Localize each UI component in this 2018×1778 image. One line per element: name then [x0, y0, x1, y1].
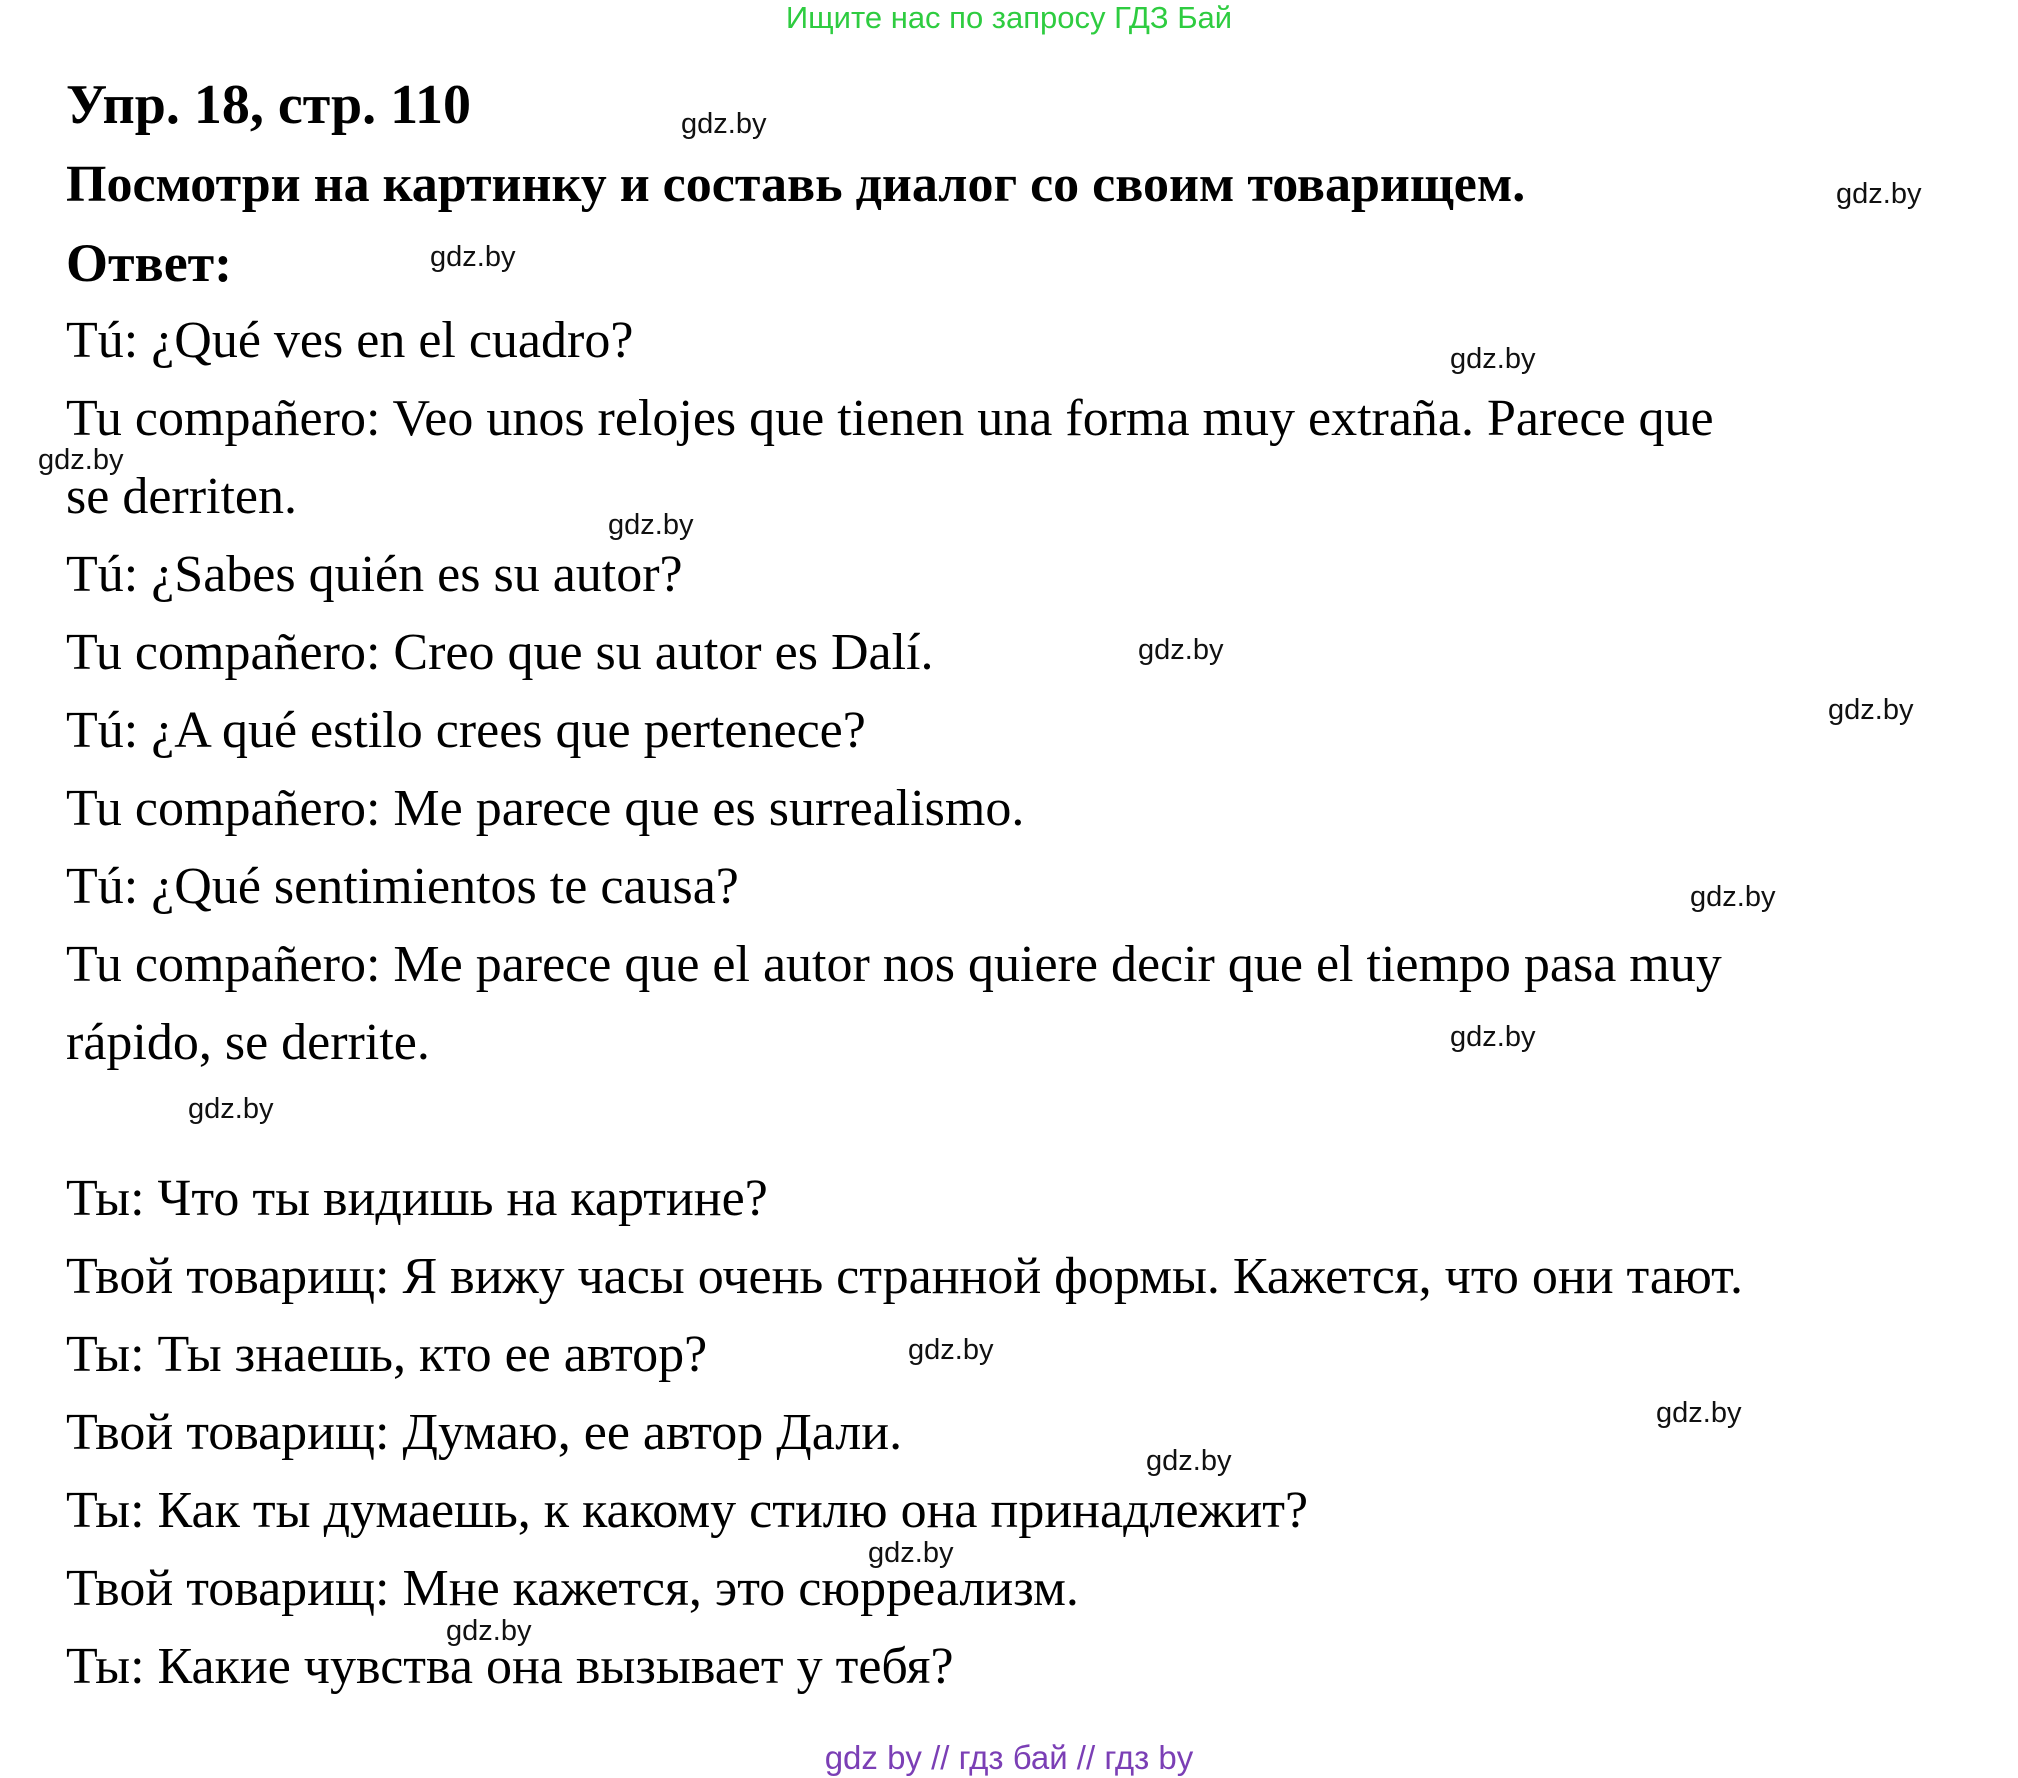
- watermark: gdz.by: [446, 1615, 532, 1647]
- watermark: gdz.by: [1836, 178, 1922, 210]
- dialogue-line: Tu compañero: Me parece que el autor nos quiere decir que el tiempo pasa muy: [66, 936, 1722, 993]
- translation-line: Ты: Какие чувства она вызывает у тебя?: [66, 1638, 954, 1695]
- watermark: gdz.by: [908, 1334, 994, 1366]
- translation-line: Твой товарищ: Думаю, ее автор Дали.: [66, 1404, 903, 1461]
- watermark: gdz.by: [1450, 1021, 1536, 1053]
- dialogue-line: Tu compañero: Creo que su autor es Dalí.: [66, 624, 934, 681]
- dialogue-line: se derriten.: [66, 468, 298, 525]
- dialogue-line: Tú: ¿A qué estilo crees que pertenece?: [66, 702, 866, 759]
- task-statement: Посмотри на картинку и составь диалог со своим товарищем.: [66, 156, 1526, 213]
- dialogue-line: Tu compañero: Me parece que es surrealismo.: [66, 780, 1025, 837]
- watermark: gdz.by: [1828, 694, 1914, 726]
- answer-label: Ответ:: [66, 233, 233, 293]
- watermark: gdz.by: [1138, 634, 1224, 666]
- dialogue-line: Tu compañero: Veo unos relojes que tienen una forma muy extraña. Parece que: [66, 390, 1714, 447]
- watermark: gdz.by: [188, 1093, 274, 1125]
- watermark: gdz.by: [1656, 1397, 1742, 1429]
- translation-line: Ты: Как ты думаешь, к какому стилю она принадлежит?: [66, 1482, 1309, 1539]
- watermark: gdz.by: [1690, 881, 1776, 913]
- watermark: gdz.by: [1146, 1445, 1232, 1477]
- watermark: gdz.by: [868, 1537, 954, 1569]
- footer-links: gdz by // гдз бай // гдз by: [824, 1739, 1194, 1776]
- translation-line: Твой товарищ: Я вижу часы очень странной формы. Кажется, что они тают.: [66, 1248, 1743, 1305]
- watermark: gdz.by: [38, 444, 124, 476]
- watermark: gdz.by: [1450, 343, 1536, 375]
- watermark: gdz.by: [608, 509, 694, 541]
- translation-line: Твой товарищ: Мне кажется, это сюрреализм.: [66, 1560, 1079, 1617]
- translation-line: Ты: Что ты видишь на картине?: [66, 1170, 768, 1227]
- exercise-title: Упр. 18, стр. 110: [66, 74, 472, 136]
- dialogue-line: Tú: ¿Qué ves en el cuadro?: [66, 312, 634, 369]
- dialogue-line: Tú: ¿Sabes quién es su autor?: [66, 546, 683, 603]
- search-banner: Ищите нас по запросу ГДЗ Бай: [785, 0, 1233, 35]
- watermark: gdz.by: [430, 241, 516, 273]
- translation-line: Ты: Ты знаешь, кто ее автор?: [66, 1326, 708, 1383]
- dialogue-line: rápido, se derrite.: [66, 1014, 430, 1071]
- dialogue-line: Tú: ¿Qué sentimientos te causa?: [66, 858, 739, 915]
- watermark: gdz.by: [681, 108, 767, 140]
